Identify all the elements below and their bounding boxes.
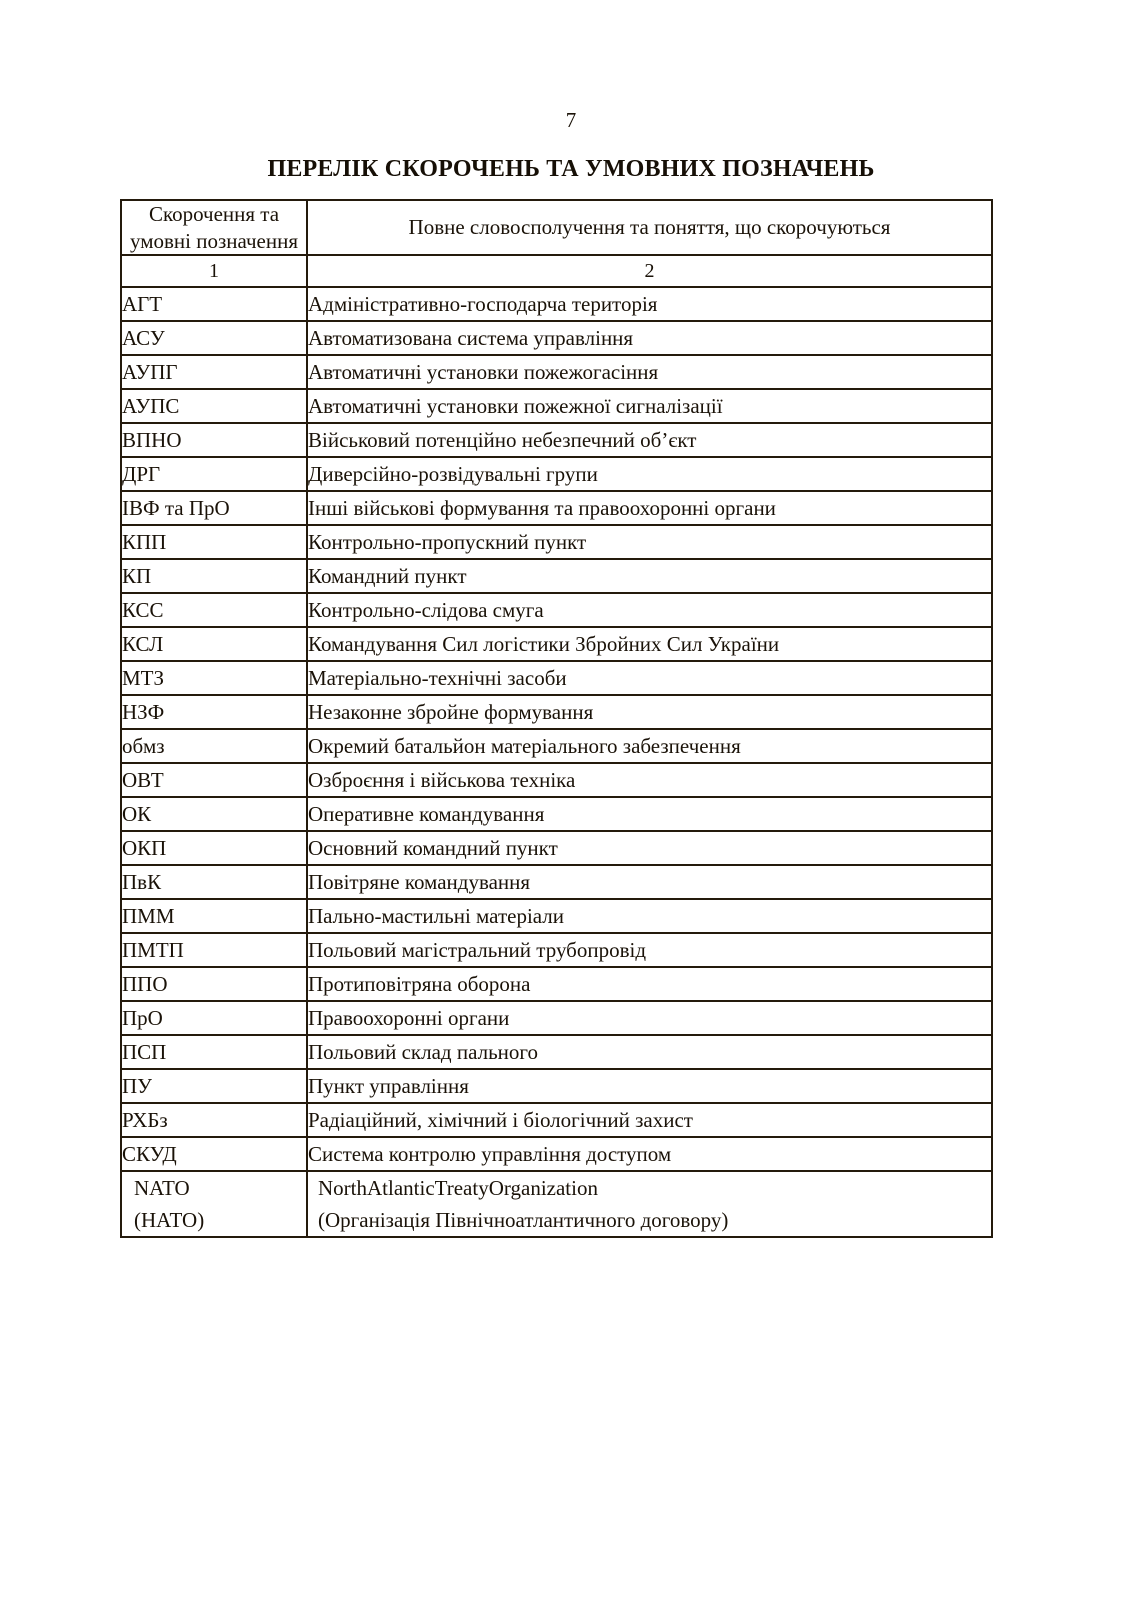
cell-abbreviation: АУПС (121, 389, 307, 423)
table-row (121, 763, 992, 797)
table-row (121, 593, 992, 627)
table-row (121, 457, 992, 491)
table-row (121, 321, 992, 355)
table-row (121, 389, 992, 423)
cell-full-form: Військовий потенційно небезпечний об’єкт (307, 423, 992, 457)
cell-full-form: Незаконне збройне формування (307, 695, 992, 729)
table-row (121, 695, 992, 729)
cell-full-form: Диверсійно-розвідувальні групи (307, 457, 992, 491)
cell-full-form-line-1 (318, 1172, 985, 1204)
cell-full-form (307, 1171, 992, 1237)
cell-full-form: Автоматичні установки пожежної сигналізації (307, 389, 992, 423)
cell-abbreviation: ОКП (121, 831, 307, 865)
cell-abbreviation: ПвК (121, 865, 307, 899)
cell-full-form: Пункт управління (307, 1069, 992, 1103)
cell-full-form-line-2: (Організація Північноатлантичного договору) (318, 1208, 729, 1232)
cell-full-form: Матеріально-технічні засоби (307, 661, 992, 695)
cell-full-form: Пально-мастильні матеріали (307, 899, 992, 933)
column-header-full-form: Повне словосполучення та поняття, що скорочуються (307, 200, 992, 255)
cell-abbreviation: ПМТП (121, 933, 307, 967)
table-column-number-row (121, 255, 992, 287)
page-title: ПЕРЕЛІК СКОРОЧЕНЬ ТА УМОВНИХ ПОЗНАЧЕНЬ (267, 156, 875, 182)
cell-full-form: Основний командний пункт (307, 831, 992, 865)
cell-abbreviation: ДРГ (121, 457, 307, 491)
cell-abbreviation (121, 1171, 307, 1237)
cell-full-form: Правоохоронні органи (307, 1001, 992, 1035)
cell-abbreviation: обмз (121, 729, 307, 763)
table-row (121, 627, 992, 661)
cell-full-form: Автоматичні установки пожежогасіння (307, 355, 992, 389)
table-row (121, 1069, 992, 1103)
table-row (121, 899, 992, 933)
cell-full-form: Контрольно-слідова смуга (307, 593, 992, 627)
table-row (121, 525, 992, 559)
cell-abbreviation: ІВФ та ПрО (121, 491, 307, 525)
column-header-abbreviation: Скорочення та умовні позначення (121, 200, 307, 255)
table-row-nato (121, 1171, 992, 1237)
table-row (121, 423, 992, 457)
cell-abbreviation: АГТ (121, 287, 307, 321)
cell-abbreviation: ВПНО (121, 423, 307, 457)
cell-full-form: Озброєння і військова техніка (307, 763, 992, 797)
cell-full-form: Система контролю управління доступом (307, 1137, 992, 1171)
cell-full-form: Окремий батальйон матеріального забезпечення (307, 729, 992, 763)
cell-abbreviation: ОВТ (121, 763, 307, 797)
cell-abbreviation: ПрО (121, 1001, 307, 1035)
cell-abbreviation: РХБз (121, 1103, 307, 1137)
table-row (121, 967, 992, 1001)
table-row (121, 1035, 992, 1069)
nato-word: Treaty (434, 1176, 489, 1200)
table-row (121, 491, 992, 525)
table-row (121, 355, 992, 389)
cell-abbreviation: ПММ (121, 899, 307, 933)
cell-abbreviation: НЗФ (121, 695, 307, 729)
cell-abbreviation: МТЗ (121, 661, 307, 695)
cell-full-form: Автоматизована система управління (307, 321, 992, 355)
table-row (121, 1001, 992, 1035)
table-row (121, 797, 992, 831)
cell-full-form: Повітряне командування (307, 865, 992, 899)
page-number: 7 (565, 108, 577, 132)
table-row (121, 661, 992, 695)
table-row (121, 865, 992, 899)
cell-full-form: Інші військові формування та правоохоронні органи (307, 491, 992, 525)
cell-abbreviation: ПУ (121, 1069, 307, 1103)
nato-word: Atlantic (367, 1176, 435, 1200)
cell-abbreviation: КП (121, 559, 307, 593)
table-row (121, 933, 992, 967)
abbreviations-table-container (120, 199, 991, 1238)
cell-full-form: Оперативне командування (307, 797, 992, 831)
cell-abbreviation: ОК (121, 797, 307, 831)
cell-full-form: Радіаційний, хімічний і біологічний захист (307, 1103, 992, 1137)
cell-abbreviation-line-1: NATO (134, 1176, 190, 1200)
cell-abbreviation: КСЛ (121, 627, 307, 661)
cell-abbreviation: ППО (121, 967, 307, 1001)
table-row (121, 831, 992, 865)
cell-abbreviation: ПСП (121, 1035, 307, 1069)
cell-full-form: Протиповітряна оборона (307, 967, 992, 1001)
table-row (121, 559, 992, 593)
cell-full-form: Командний пункт (307, 559, 992, 593)
cell-full-form: Адміністративно-господарча територія (307, 287, 992, 321)
table-row (121, 1103, 992, 1137)
table-row (121, 287, 992, 321)
cell-abbreviation-line-2: (НАТО) (134, 1208, 205, 1232)
cell-abbreviation: КПП (121, 525, 307, 559)
cell-full-form: Контрольно-пропускний пункт (307, 525, 992, 559)
cell-full-form: Польовий склад пального (307, 1035, 992, 1069)
nato-word: North (318, 1176, 367, 1200)
table-row (121, 1137, 992, 1171)
abbreviations-table (120, 199, 993, 1238)
column-number-1: 1 (121, 255, 307, 287)
table-body (121, 287, 992, 1237)
cell-abbreviation: СКУД (121, 1137, 307, 1171)
column-number-2: 2 (307, 255, 992, 287)
table-row (121, 729, 992, 763)
cell-full-form: Командування Сил логістики Збройних Сил України (307, 627, 992, 661)
cell-abbreviation: АСУ (121, 321, 307, 355)
table-header-row (121, 200, 992, 255)
cell-abbreviation: АУПГ (121, 355, 307, 389)
nato-word: Organization (488, 1176, 598, 1200)
cell-full-form: Польовий магістральний трубопровід (307, 933, 992, 967)
cell-abbreviation: КСС (121, 593, 307, 627)
